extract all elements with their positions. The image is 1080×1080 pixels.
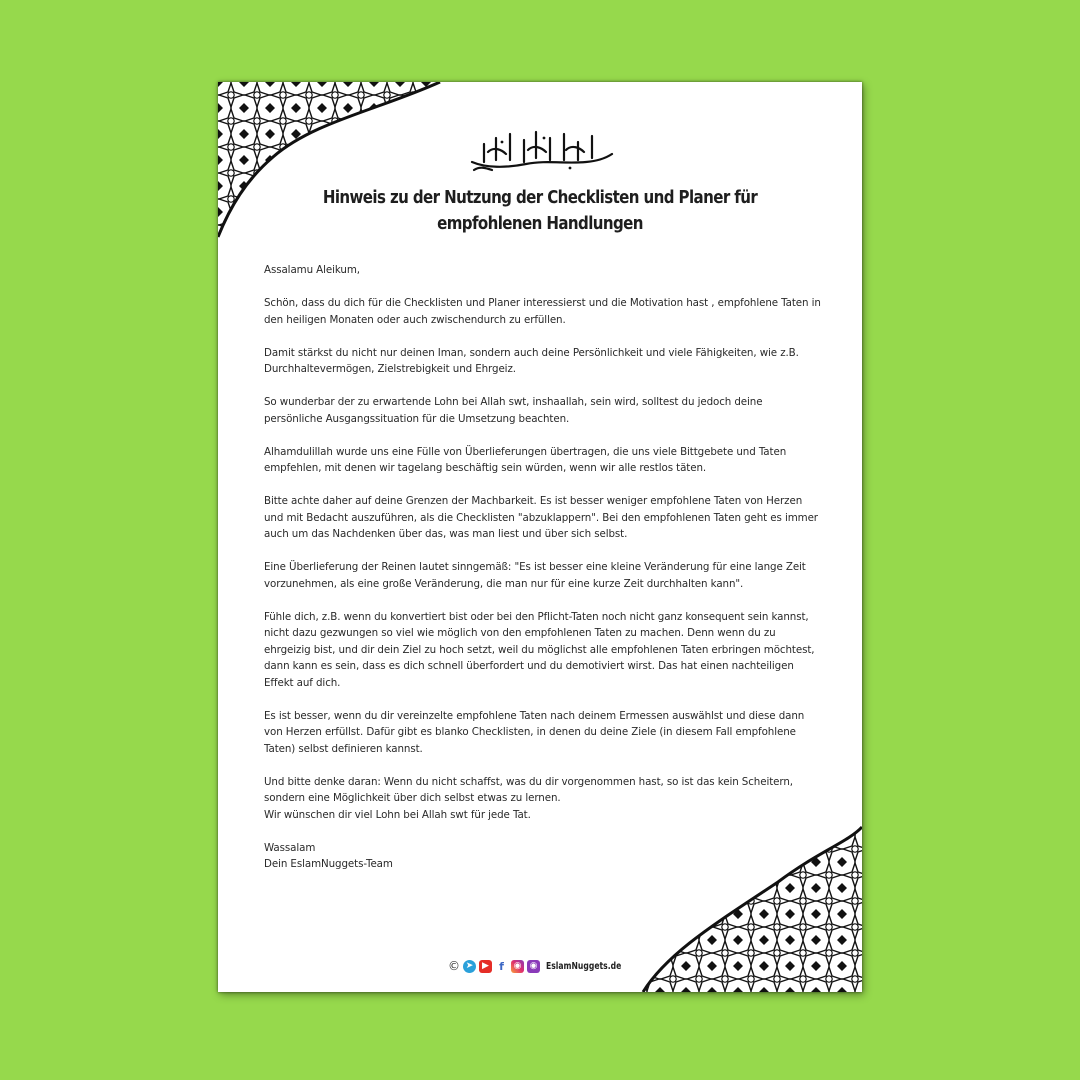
closing-line-1: Und bitte denke daran: Wenn du nicht schaffst, was du dir vorgenommen hast, so ist das kein Scheitern, sondern eine Möglichkeit über dich selbst etwas zu lernen. (264, 775, 793, 804)
paragraph-2: Damit stärkst du nicht nur deinen Iman, sondern auch deine Persönlichkeit und viele Fähigkeiten, wie z.B. Durchhaltevermögen, Zielstrebigkeit und Ehrgeiz. (264, 346, 799, 375)
paragraph-8: Es ist besser, wenn du dir vereinzelte empfohlene Taten nach deinem Ermessen auswählst und diese dann von Herzen erfüllst. Dafür gibt es blanko Checklisten, in denen du deine Ziele (in diesem Fall empfohlene Taten) selbst definieren kannst. (264, 709, 805, 755)
paragraph-5: Bitte achte daher auf deine Grenzen der Machbarkeit. Es ist besser weniger empfohlene Taten von Herzen und mit Bedacht auszuführen, als die Checklisten "abzuklappern". Bei den empfohlenen Taten geht es immer auch um das Nachdenken über das, was man liest und über sich selbst. (264, 495, 818, 540)
signature: Dein EslamNuggets-Team (264, 858, 393, 870)
letter-body (264, 262, 824, 873)
paragraph-6: Eine Überlieferung der Reinen lautet sinngemäß: "Es ist besser eine kleine Veränderung für eine lange Zeit vorzunehmen, als eine große Veränderung, die man nur für eine kurze Zeit durchhalten kann". (264, 561, 806, 590)
instagram-alt-icon[interactable]: ◉ (527, 960, 540, 973)
paragraph-7: Fühle dich, z.B. wenn du konvertiert bist oder bei den Pflicht-Taten noch nicht ganz konsequent sein kannst, nicht dazu gezwungen so viel wie möglich von den empfohlenen Taten zu machen. Denn wenn du zu ehrgeizig bist, und dir dein Ziel zu hoch setzt, weil du möglichst alle empfohlenen Taten erbringen möchtest, dann kann es sein, dass es dich schnell überfordert und du demotiviert wirst. Das hat einen nachteiligen Effekt auf dich. (264, 610, 815, 689)
basmala-calligraphy (466, 124, 616, 174)
document-title: Hinweis zu der Nutzung der Checklisten und Planer für empfohlenen Handlungen (322, 188, 758, 234)
instagram-icon[interactable]: ◉ (511, 960, 524, 973)
footer-social-bar (448, 957, 635, 975)
signoff: Wassalam (264, 841, 316, 854)
closing-line-2: Wir wünschen dir viel Lohn bei Allah swt für jede Tat. (264, 808, 531, 821)
youtube-icon[interactable]: ▶ (479, 960, 492, 973)
paragraph-3: So wunderbar der zu erwartende Lohn bei Allah swt, inshaallah, sein wird, solltest du jedoch deine persönliche Ausgangssituation für die Umsetzung beachten. (264, 396, 763, 425)
paragraph-1: Schön, dass du dich für die Checklisten und Planer interessierst und die Motivation hast , empfohlene Taten in den heiligen Monaten oder auch zwischendurch zu erfüllen. (264, 297, 821, 326)
facebook-icon[interactable]: f (499, 959, 504, 973)
paragraph-4: Alhamdulillah wurde uns eine Fülle von Überlieferungen übertragen, die uns viele Bittgebete und Taten empfehlen, mit denen wir tagelang beschäftig sein würden, wenn wir alle restlos täten. (264, 445, 787, 474)
copyright-icon: © (448, 959, 460, 973)
document-page (218, 82, 862, 992)
closing-paragraph (264, 774, 824, 824)
website-link[interactable]: EslamNuggets.de (546, 960, 622, 972)
telegram-icon[interactable]: ➤ (463, 960, 476, 973)
greeting: Assalamu Aleikum, (264, 264, 360, 276)
